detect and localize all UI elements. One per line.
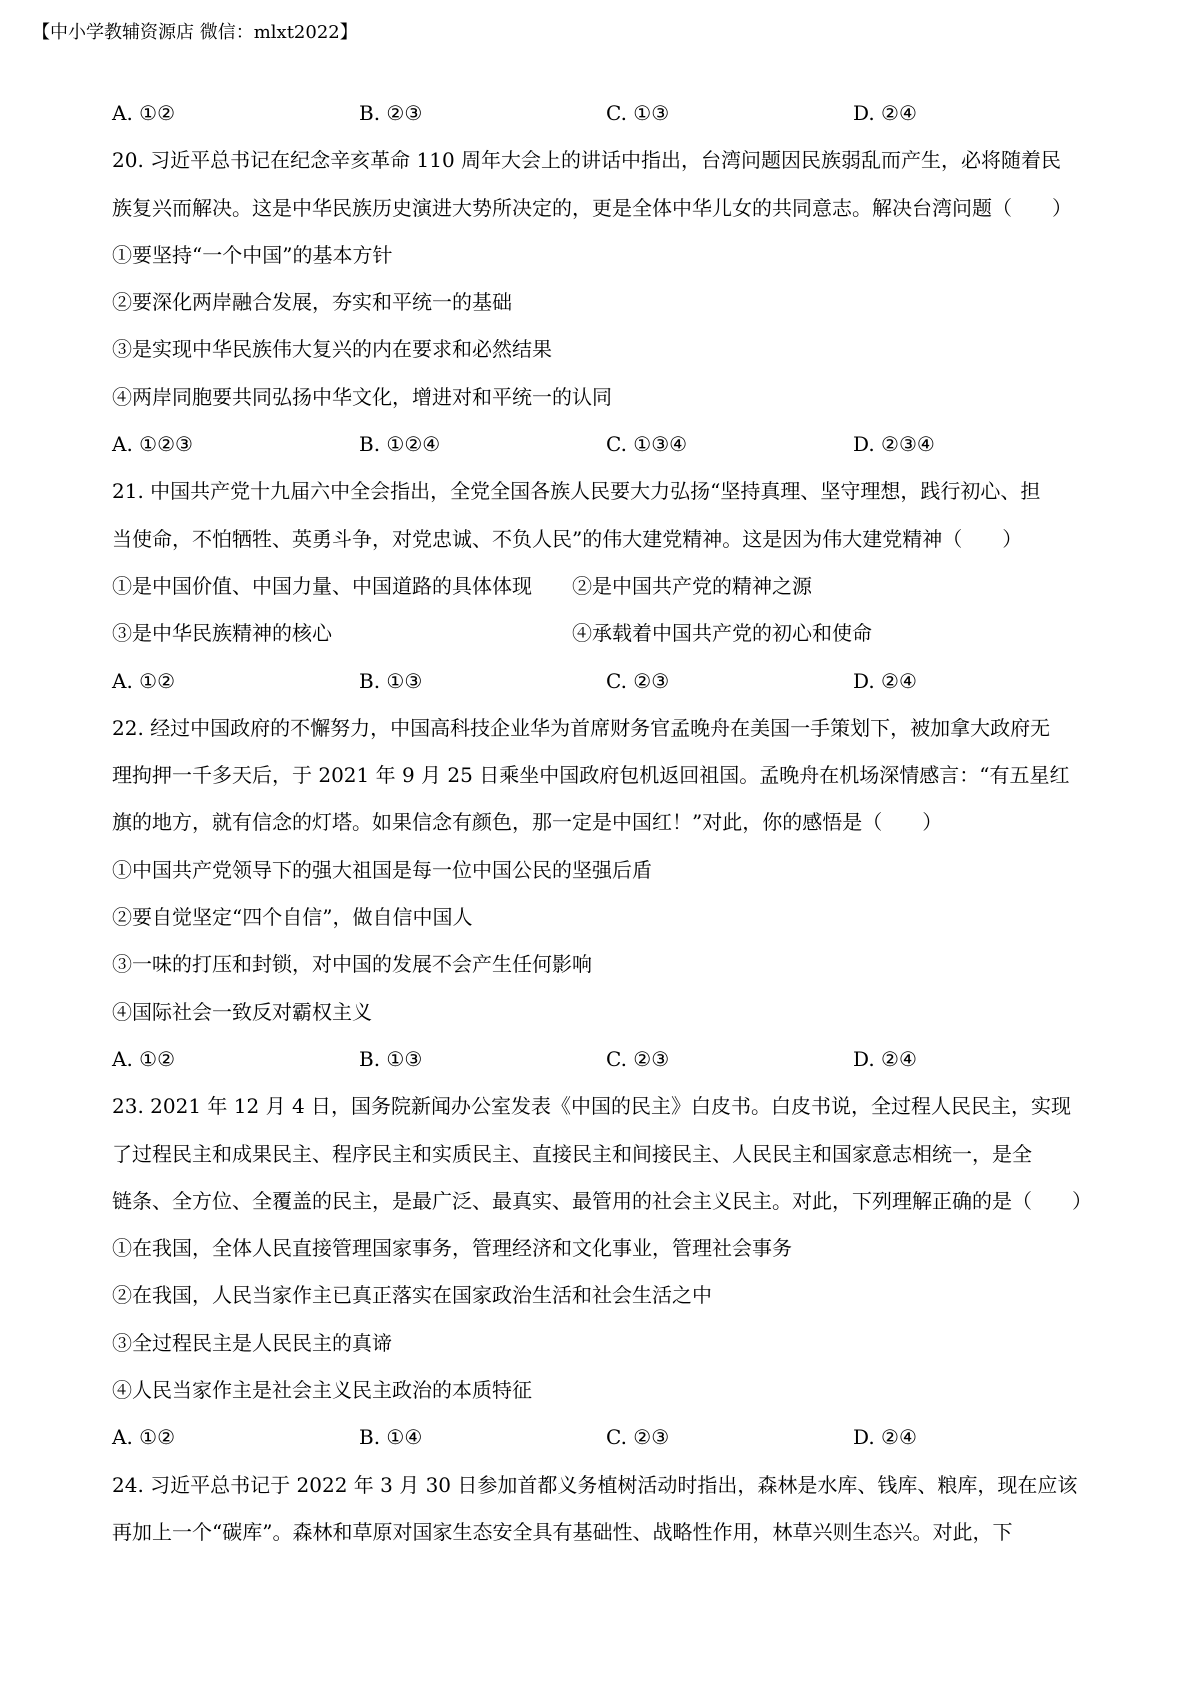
q23-item-1: ①在我国，全体人民直接管理国家事务，管理经济和文化事业，管理社会事务 <box>112 1236 792 1261</box>
q22-item-3: ③一味的打压和封锁，对中国的发展不会产生任何影响 <box>112 952 592 977</box>
q22-item-2: ②要自觉坚定“四个自信”，做自信中国人 <box>112 905 473 930</box>
question-content <box>112 90 1102 1556</box>
q21-option-d[interactable]: D. ②④ <box>853 668 917 693</box>
q21-item-2: ②是中国共产党的精神之源 <box>572 573 812 598</box>
q20-stem-line-2: 族复兴而解决。这是中华民族历史演进大势所决定的，更是全体中华儿女的共同意志。解决台湾问题（ ） <box>112 195 1072 220</box>
page-header: 【中小学教辅资源店 微信：mlxt2022】 <box>32 22 358 43</box>
q22-option-c[interactable]: C. ②③ <box>606 1046 670 1071</box>
q22-item-4: ④国际社会一致反对霸权主义 <box>112 999 372 1024</box>
q24-stem-line-1: 24. 习近平总书记于 2022 年 3 月 30 日参加首都义务植树活动时指出，森林是水库、钱库、粮库，现在应该 <box>112 1472 1078 1497</box>
q21-items-row-2 <box>112 610 1102 657</box>
q23-option-d[interactable]: D. ②④ <box>853 1425 917 1450</box>
q22-option-a[interactable]: A. ①② <box>112 1046 176 1071</box>
q21-option-c[interactable]: C. ②③ <box>606 668 670 693</box>
q23-stem-line-2: 了过程民主和成果民主、程序民主和实质民主、直接民主和间接民主、人民民主和国家意志相统一，是全 <box>112 1141 1032 1166</box>
q20-option-b[interactable]: B. ①②④ <box>359 432 441 457</box>
q21-items-row-1 <box>112 563 1102 610</box>
q20-item-4: ④两岸同胞要共同弘扬中华文化，增进对和平统一的认同 <box>112 384 612 409</box>
q19-option-c[interactable]: C. ①③ <box>606 101 670 125</box>
q20-item-3: ③是实现中华民族伟大复兴的内在要求和必然结果 <box>112 337 552 362</box>
q24-stem-line-2: 再加上一个“碳库”。森林和草原对国家生态安全具有基础性、战略性作用，林草兴则生态兴。对此，下 <box>112 1519 1013 1544</box>
q22-item-1: ①中国共产党领导下的强大祖国是每一位中国公民的坚强后盾 <box>112 857 652 882</box>
q22-stem-line-1: 22. 经过中国政府的不懈努力，中国高科技企业华为首席财务官孟晚舟在美国一手策划下，被加拿大政府无 <box>112 715 1051 740</box>
q23-item-2: ②在我国，人民当家作主已真正落实在国家政治生活和社会生活之中 <box>112 1283 712 1308</box>
q19-option-b[interactable]: B. ②③ <box>359 101 423 125</box>
q23-option-a[interactable]: A. ①② <box>112 1425 176 1450</box>
q19-option-a[interactable]: A. ①② <box>112 101 176 125</box>
q23-item-3: ③全过程民主是人民民主的真谛 <box>112 1330 392 1355</box>
q21-item-4: ④承载着中国共产党的初心和使命 <box>572 621 872 646</box>
q23-options <box>112 1414 1102 1461</box>
q22-stem-line-2: 理拘押一千多天后，于 2021 年 9 月 25 日乘坐中国政府包机返回祖国。孟晚舟在机场深情感言：“有五星红 <box>112 763 1070 788</box>
q23-stem-line-1: 23. 2021 年 12 月 4 日，国务院新闻办公室发表《中国的民主》白皮书。白皮书说，全过程人民民主，实现 <box>112 1094 1072 1119</box>
q23-item-4: ④人民当家作主是社会主义民主政治的本质特征 <box>112 1378 532 1403</box>
q21-option-b[interactable]: B. ①③ <box>359 668 423 693</box>
q21-stem-line-1: 21. 中国共产党十九届六中全会指出，全党全国各族人民要大力弘扬“坚持真理、坚守理想，践行初心、担 <box>112 479 1041 504</box>
q21-item-1: ①是中国价值、中国力量、中国道路的具体体现 <box>112 573 532 598</box>
q20-option-c[interactable]: C. ①③④ <box>606 432 688 457</box>
q22-option-b[interactable]: B. ①③ <box>359 1046 423 1071</box>
q23-option-b[interactable]: B. ①④ <box>359 1425 423 1450</box>
q19-options <box>112 90 1102 137</box>
q23-option-c[interactable]: C. ②③ <box>606 1425 670 1450</box>
q20-option-d[interactable]: D. ②③④ <box>853 432 935 457</box>
q21-item-3: ③是中华民族精神的核心 <box>112 621 332 646</box>
q23-stem-line-3: 链条、全方位、全覆盖的民主，是最广泛、最真实、最管用的社会主义民主。对此，下列理解正确的是（ ） <box>112 1188 1092 1213</box>
q22-options <box>112 1036 1102 1083</box>
q21-options <box>112 658 1102 705</box>
q20-item-2: ②要深化两岸融合发展，夯实和平统一的基础 <box>112 290 512 315</box>
q22-stem-line-3: 旗的地方，就有信念的灯塔。如果信念有颜色，那一定是中国红！”对此，你的感悟是（ ） <box>112 810 943 835</box>
q22-option-d[interactable]: D. ②④ <box>853 1046 917 1071</box>
q21-stem-line-2: 当使命，不怕牺牲、英勇斗争，对党忠诚、不负人民”的伟大建党精神。这是因为伟大建党精神（ ） <box>112 526 1023 551</box>
q20-item-1: ①要坚持“一个中国”的基本方针 <box>112 242 393 267</box>
q21-option-a[interactable]: A. ①② <box>112 668 176 693</box>
q20-stem-line-1: 20. 习近平总书记在纪念辛亥革命 110 周年大会上的讲话中指出，台湾问题因民族弱乱而产生，必将随着民 <box>112 148 1062 173</box>
q20-options <box>112 421 1102 468</box>
q20-option-a[interactable]: A. ①②③ <box>112 432 193 457</box>
q19-option-d[interactable]: D. ②④ <box>853 101 917 125</box>
